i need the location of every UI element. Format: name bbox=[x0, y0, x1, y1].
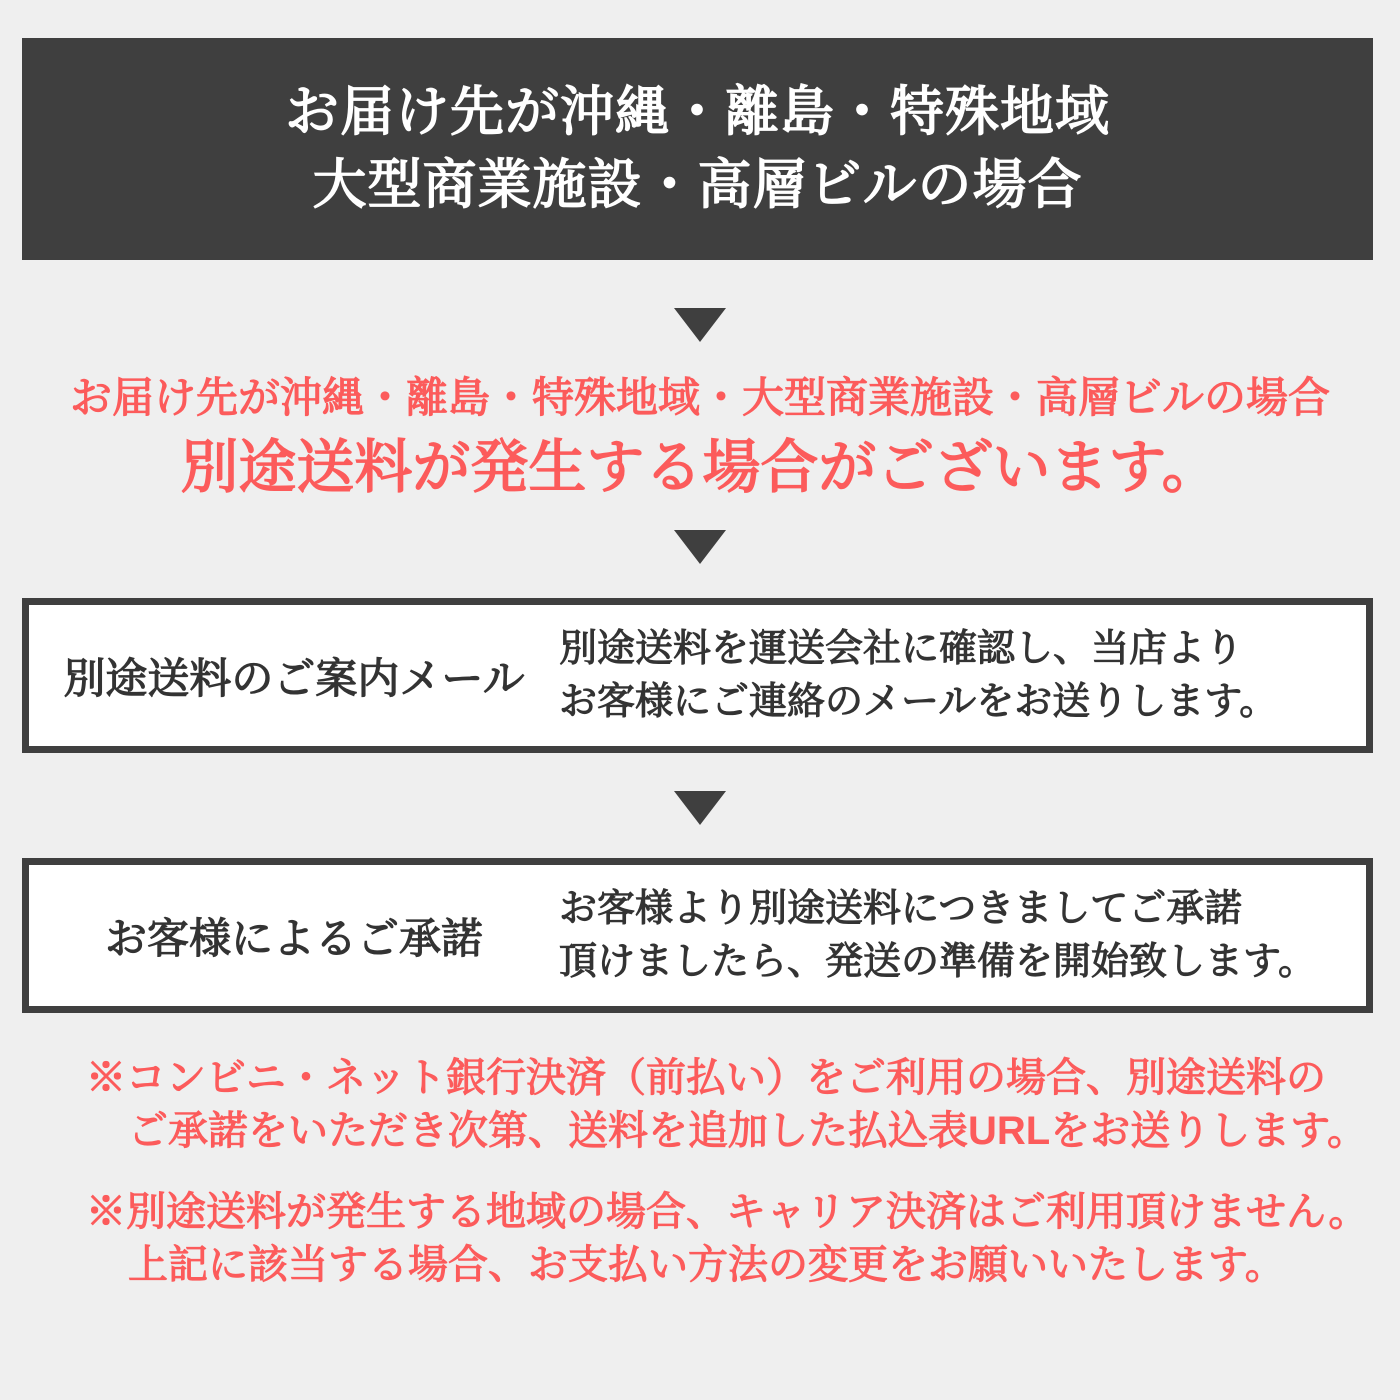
step-description bbox=[559, 623, 1277, 729]
step-description-line1: お客様より別途送料につきましてご承諾 bbox=[559, 887, 1243, 930]
note-line2: 上記に該当する場合、お支払い方法の変更をお願いいたします。 bbox=[128, 1243, 1285, 1287]
step-box-shipping-fee-mail bbox=[22, 598, 1373, 753]
extra-shipping-warning bbox=[0, 372, 1400, 512]
note-line1: ※別途送料が発生する地域の場合、キャリア決済はご利用頂けません。 bbox=[86, 1190, 1369, 1234]
step-description bbox=[559, 883, 1316, 989]
note-line2: ご承諾をいただき次第、送料を追加した払込表URLをお送りします。 bbox=[128, 1109, 1368, 1153]
note-carrier-payment bbox=[86, 1186, 1368, 1292]
note-line1: ※コンビニ・ネット銀行決済（前払い）をご利用の場合、別途送料の bbox=[86, 1056, 1326, 1100]
down-arrow-icon bbox=[674, 791, 726, 825]
warning-main-line: 別途送料が発生する場合がございます。 bbox=[180, 435, 1220, 500]
header-line2: 大型商業施設・高層ビルの場合 bbox=[312, 155, 1083, 215]
header-banner bbox=[22, 38, 1373, 260]
step-description-line2: お客様にご連絡のメールをお送りします。 bbox=[559, 680, 1278, 723]
warning-condition-line: お届け先が沖縄・離島・特殊地域・大型商業施設・高層ビルの場合 bbox=[69, 374, 1330, 421]
header-line1: お届け先が沖縄・離島・特殊地域 bbox=[285, 82, 1110, 142]
step-description-line2: 頂けましたら、発送の準備を開始致します。 bbox=[559, 940, 1316, 983]
down-arrow-icon bbox=[674, 530, 726, 564]
step-title: 別途送料のご案内メール bbox=[63, 654, 525, 702]
step-title: お客様によるご承諾 bbox=[104, 914, 483, 962]
down-arrow-icon bbox=[674, 308, 726, 342]
step-description-line1: 別途送料を運送会社に確認し、当店より bbox=[559, 627, 1244, 670]
step-box-customer-approval bbox=[22, 858, 1373, 1013]
note-prepaid-payment bbox=[86, 1052, 1367, 1158]
